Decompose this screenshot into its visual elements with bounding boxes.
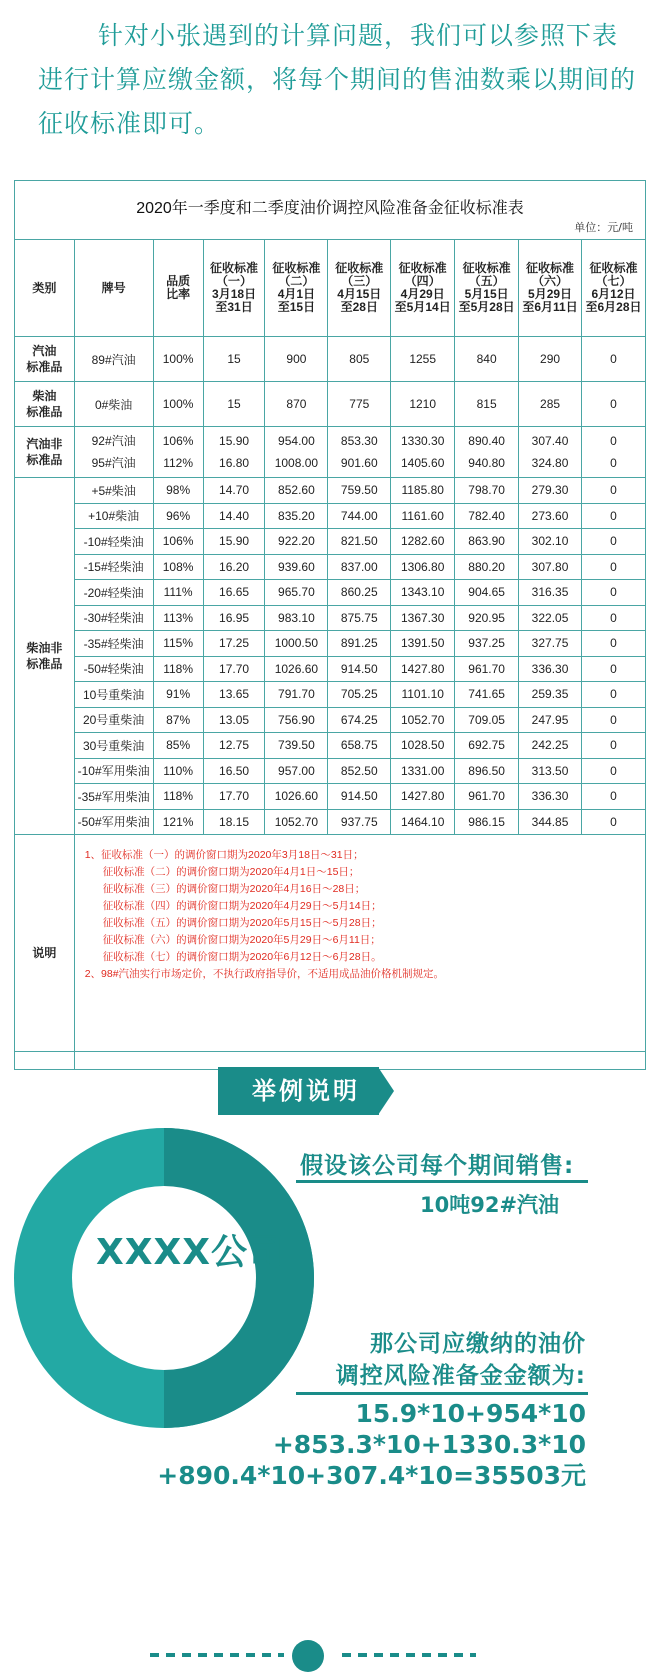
period-4-dates: 4月29日 至5月14日 [394,287,451,314]
value-92: 1330.30 [400,434,445,448]
value-cell: 0 [581,809,645,835]
note-line: 征收标准（四）的调价窗口期为2020年4月29日～5月14日； [102,900,382,912]
notes-label: 说明 [15,835,75,1070]
period-3-dates: 4月15日 至28日 [337,287,382,314]
value-cell: 1331.00 [391,758,455,784]
value-cell: 0 [581,656,645,682]
header-period-6 [519,240,582,337]
value-cell: 16.65 [203,580,265,606]
brand-cell: -50#军用柴油 [74,809,153,835]
value-cell: 692.75 [455,733,519,759]
value-cell: 798.70 [455,478,519,504]
ratio-cell: 106% [153,529,203,555]
period-7-label: 征收标准 （七） [589,261,638,288]
value-cell: 336.30 [519,784,582,810]
value-95: 16.80 [219,456,250,470]
value-95: 0 [610,456,617,470]
value-cell: 705.25 [328,682,391,708]
value-cell: 961.70 [455,656,519,682]
value-cell: 852.60 [265,478,328,504]
value-cell: 741.65 [455,682,519,708]
value-cell: 939.60 [265,554,328,580]
value-cell: 279.30 [519,478,582,504]
value-cell: 1052.70 [265,809,328,835]
brand-cell [74,427,153,478]
assumption-text: 假设该公司每个期间销售: [300,1153,575,1179]
value-cell: 896.50 [455,758,519,784]
header-brand: 牌号 [74,240,153,337]
value-cell: 17.70 [203,784,265,810]
row-diesel-nonstandard [15,656,646,682]
period-6-dates: 5月29日 至6月11日 [522,287,578,314]
value-cell: 914.50 [328,656,391,682]
value-cell: 1343.10 [391,580,455,606]
value-cell: 1101.10 [391,682,455,708]
brand-cell: -50#轻柴油 [74,656,153,682]
value-cell: 739.50 [265,733,328,759]
row-diesel-nonstandard [15,707,646,733]
ratio-cell: 98% [153,478,203,504]
value-cell: 815 [455,382,519,427]
calculation [157,1398,586,1491]
value-cell: 658.75 [328,733,391,759]
value-cell: 759.50 [328,478,391,504]
value-cell: 914.50 [328,784,391,810]
ratio-95: 112% [163,456,194,470]
value-cell [455,427,519,478]
value-cell: 863.90 [455,529,519,555]
row-diesel-nonstandard [15,809,646,835]
value-cell: 904.65 [455,580,519,606]
value-cell: 13.65 [203,682,265,708]
ratio-cell: 100% [153,337,203,382]
header-period-3 [328,240,391,337]
value-cell: 0 [581,784,645,810]
header-period-1 [203,240,265,337]
ratio-cell: 111% [153,580,203,606]
value-95: 901.60 [340,456,378,470]
value-cell: 0 [581,758,645,784]
category-cell: 汽油非 标准品 [15,427,75,478]
brand-cell: -35#轻柴油 [74,631,153,657]
row-notes [15,835,646,1070]
value-cell: 937.25 [455,631,519,657]
example-banner [218,1067,378,1115]
ratio-cell: 85% [153,733,203,759]
ratio-cell: 96% [153,503,203,529]
brand-cell: 20号重柴油 [74,707,153,733]
row-gasoline-nonstandard [15,427,646,478]
footer-dash-left [150,1653,284,1657]
ratio-cell: 110% [153,758,203,784]
ratio-cell: 118% [153,656,203,682]
value-cell: 316.35 [519,580,582,606]
value-cell: 0 [581,478,645,504]
value-95: 324.80 [531,456,569,470]
ratio-cell: 121% [153,809,203,835]
row-diesel-nonstandard [15,682,646,708]
header-period-4 [391,240,455,337]
row-diesel-nonstandard [15,503,646,529]
period-6-label: 征收标准 （六） [526,261,575,288]
value-cell: 1255 [391,337,455,382]
note-line: 征收标准（五）的调价窗口期为2020年5月15日～5月28日； [102,917,382,929]
value-92: 15.90 [219,434,250,448]
ratio-cell [153,427,203,478]
value-cell: 17.25 [203,631,265,657]
calc-line: +853.3*10+1330.3*10 [272,1430,586,1459]
period-1-dates: 3月18日 至31日 [212,287,257,314]
row-diesel-nonstandard [15,580,646,606]
assumption-value: 10吨92#汽油 [420,1193,560,1217]
value-cell: 0 [581,580,645,606]
value-92: 954.00 [278,434,315,448]
value-cell: 1052.70 [391,707,455,733]
standard-grid [14,239,646,1070]
value-92: 853.30 [340,434,378,448]
footer-dot [292,1640,324,1672]
value-cell: 900 [265,337,328,382]
period-5-dates: 5月15日 至5月28日 [458,287,515,314]
calc-line: 15.9*10+954*10 [355,1399,586,1428]
ratio-cell: 100% [153,382,203,427]
brand-cell: 10号重柴油 [74,682,153,708]
value-cell: 1427.80 [391,656,455,682]
value-cell [581,427,645,478]
period-2-label: 征收标准 （二） [272,261,321,288]
value-cell: 13.05 [203,707,265,733]
header-period-5 [455,240,519,337]
row-diesel-standard [15,382,646,427]
example-banner-label: 举例说明 [252,1077,360,1105]
brand-cell: -35#军用柴油 [74,784,153,810]
value-cell: 986.15 [455,809,519,835]
value-cell: 1000.50 [265,631,328,657]
value-cell: 344.85 [519,809,582,835]
value-95: 1008.00 [274,456,319,470]
period-1-label: 征收标准 （一） [210,261,259,288]
ratio-cell: 87% [153,707,203,733]
value-cell: 0 [581,733,645,759]
value-cell [328,427,391,478]
value-cell: 285 [519,382,582,427]
value-cell: 242.25 [519,733,582,759]
note-line: 征收标准（三）的调价窗口期为2020年4月16日～28日； [102,883,366,895]
note-line: 1、征收标准（一）的调价窗口期为2020年3月18日～31日； [84,849,364,861]
value-cell: 18.15 [203,809,265,835]
value-cell: 1306.80 [391,554,455,580]
header-period-2 [265,240,328,337]
value-cell: 835.20 [265,503,328,529]
value-cell: 837.00 [328,554,391,580]
value-cell: 0 [581,631,645,657]
company-name: XXXX公司 [96,1232,286,1273]
value-cell: 15 [203,337,265,382]
value-cell: 1026.60 [265,656,328,682]
value-cell: 709.05 [455,707,519,733]
notes-content [74,835,645,1070]
payable-heading [336,1328,586,1392]
value-cell [265,427,328,478]
brand-cell: +5#柴油 [74,478,153,504]
value-cell: 0 [581,605,645,631]
brand-cell: -10#轻柴油 [74,529,153,555]
ratio-cell: 115% [153,631,203,657]
value-92: 0 [610,434,617,448]
value-cell: 957.00 [265,758,328,784]
ratio-cell: 118% [153,784,203,810]
table-unit: 单位：元/吨 [574,221,633,234]
value-cell: 1391.50 [391,631,455,657]
value-cell [391,427,455,478]
period-7-dates: 6月12日 至6月28日 [585,287,642,314]
row-diesel-nonstandard [15,605,646,631]
row-diesel-nonstandard [15,529,646,555]
value-cell: 920.95 [455,605,519,631]
header-period-7 [581,240,645,337]
value-cell: 307.80 [519,554,582,580]
footer-dash-right [342,1653,476,1657]
row-diesel-nonstandard [15,631,646,657]
company-donut-chart [14,1128,314,1428]
note-line: 征收标准（七）的调价窗口期为2020年6月12日～6月28日。 [102,951,382,963]
value-95: 940.80 [468,456,505,470]
calc-line: +890.4*10+307.4*10=35503元 [157,1461,586,1490]
value-cell: 1210 [391,382,455,427]
value-cell: 322.05 [519,605,582,631]
brand-cell: 30号重柴油 [74,733,153,759]
brand-cell: -20#轻柴油 [74,580,153,606]
value-cell: 259.35 [519,682,582,708]
ratio-92: 106% [162,434,194,448]
header-category: 类别 [15,240,75,337]
period-5-label: 征收标准 （五） [462,261,511,288]
value-cell: 0 [581,503,645,529]
value-cell: 1464.10 [391,809,455,835]
value-cell: 782.40 [455,503,519,529]
value-cell: 1282.60 [391,529,455,555]
note-line: 2、98#汽油实行市场定价，不执行政府指导价，不适用成品油价格机制规定。 [84,968,445,980]
value-92: 307.40 [531,434,569,448]
row-diesel-nonstandard [15,733,646,759]
row-gasoline-standard [15,337,646,382]
period-4-label: 征收标准 （四） [398,261,447,288]
value-cell: 1367.30 [391,605,455,631]
value-cell: 14.40 [203,503,265,529]
assumption-divider [296,1180,588,1183]
value-cell: 870 [265,382,328,427]
calc-divider [296,1392,588,1395]
payable-heading-line: 那公司应缴纳的油价 [370,1331,586,1357]
value-cell: 0 [581,707,645,733]
value-cell: 17.70 [203,656,265,682]
value-cell: 15 [203,382,265,427]
value-cell: 805 [328,337,391,382]
value-cell: 327.75 [519,631,582,657]
value-cell: 860.25 [328,580,391,606]
table-title: 2020年一季度和二季度油价调控风险准备金征收标准表 [136,200,524,217]
value-cell: 756.90 [265,707,328,733]
category-cell: 柴油非 标准品 [15,478,75,835]
value-cell: 273.60 [519,503,582,529]
category-cell: 汽油 标准品 [15,337,75,382]
brand-92: 92#汽油 [91,434,136,448]
value-cell: 965.70 [265,580,328,606]
value-cell: 1427.80 [391,784,455,810]
brand-cell: -10#军用柴油 [74,758,153,784]
value-cell: 0 [581,529,645,555]
intro-paragraph: 针对小张遇到的计算问题，我们可以参照下表进行计算应缴金额，将每个期间的售油数乘以期间的征收标准即可。 [38,21,637,138]
ratio-cell: 108% [153,554,203,580]
value-cell: 922.20 [265,529,328,555]
value-cell: 15.90 [203,529,265,555]
value-cell: 791.70 [265,682,328,708]
value-cell: 937.75 [328,809,391,835]
value-cell [519,427,582,478]
row-diesel-nonstandard [15,758,646,784]
period-2-dates: 4月1日 至15日 [277,287,316,314]
value-cell: 891.25 [328,631,391,657]
brand-cell: -15#轻柴油 [74,554,153,580]
brand-cell: -30#轻柴油 [74,605,153,631]
value-cell: 336.30 [519,656,582,682]
levy-standard-table [14,180,646,1052]
ratio-cell: 91% [153,682,203,708]
brand-cell: 0#柴油 [74,382,153,427]
value-cell: 1185.80 [391,478,455,504]
value-cell: 0 [581,554,645,580]
value-cell: 313.50 [519,758,582,784]
value-cell: 983.10 [265,605,328,631]
value-cell: 16.50 [203,758,265,784]
category-cell: 柴油 标准品 [15,382,75,427]
note-line: 征收标准（六）的调价窗口期为2020年5月29日～6月11日； [102,934,381,946]
value-cell: 852.50 [328,758,391,784]
header-quality-label: 品质 比率 [166,274,191,301]
value-cell: 16.20 [203,554,265,580]
value-cell: 12.75 [203,733,265,759]
brand-cell: 89#汽油 [74,337,153,382]
value-cell: 247.95 [519,707,582,733]
value-cell: 1161.60 [391,503,455,529]
note-line: 征收标准（二）的调价窗口期为2020年4月1日～15日； [102,866,360,878]
value-cell: 744.00 [328,503,391,529]
value-92: 890.40 [468,434,505,448]
value-cell: 0 [581,337,645,382]
value-cell: 0 [581,682,645,708]
value-cell: 840 [455,337,519,382]
value-cell: 16.95 [203,605,265,631]
value-cell: 880.20 [455,554,519,580]
ratio-cell: 113% [153,605,203,631]
value-cell: 14.70 [203,478,265,504]
value-cell: 302.10 [519,529,582,555]
row-diesel-nonstandard [15,554,646,580]
value-cell: 875.75 [328,605,391,631]
row-diesel-nonstandard [15,478,646,504]
row-diesel-nonstandard [15,784,646,810]
period-3-label: 征收标准 （三） [335,261,384,288]
brand-cell: +10#柴油 [74,503,153,529]
brand-95: 95#汽油 [91,456,136,470]
value-cell [203,427,265,478]
payable-heading-line: 调控风险准备金金额为: [335,1363,586,1389]
header-quality [153,240,203,337]
value-95: 1405.60 [400,456,445,470]
value-cell: 1028.50 [391,733,455,759]
value-cell: 821.50 [328,529,391,555]
value-cell: 1026.60 [265,784,328,810]
value-cell: 674.25 [328,707,391,733]
value-cell: 961.70 [455,784,519,810]
donut-hole [72,1186,256,1370]
value-cell: 0 [581,382,645,427]
value-cell: 775 [328,382,391,427]
value-cell: 290 [519,337,582,382]
